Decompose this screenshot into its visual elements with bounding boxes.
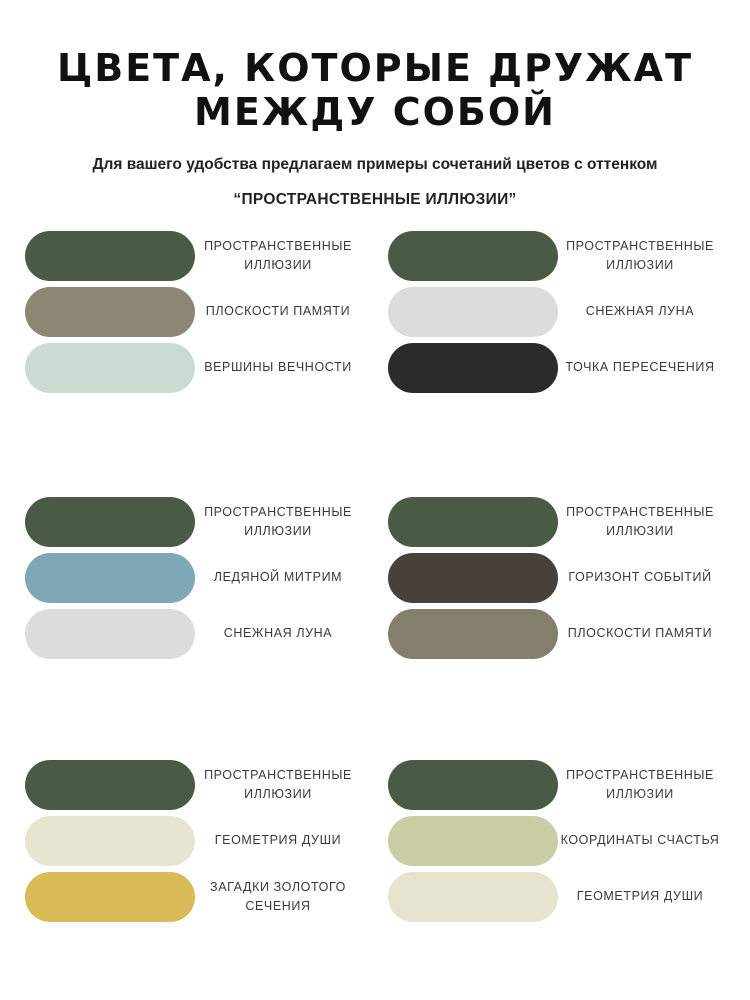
- color-name-line-2: СЕЧЕНИЯ: [245, 899, 311, 913]
- color-name-line-1: ПРОСТРАНСТВЕННЫЕ: [204, 239, 352, 253]
- color-name-label: [193, 624, 363, 643]
- color-name-label: [555, 237, 725, 275]
- color-name-label: [555, 503, 725, 541]
- color-name-line-1: ПРОСТРАНСТВЕННЫЕ: [566, 505, 714, 519]
- color-name-label: [555, 624, 725, 643]
- color-swatch: [25, 553, 195, 603]
- subtitle-line-1: Для вашего удобства предлагаем примеры сочетаний цветов с оттенком: [92, 156, 658, 173]
- color-swatch: [25, 609, 195, 659]
- color-name-label: [193, 503, 363, 541]
- color-name-label: [193, 568, 363, 587]
- color-name-line-1: ПЛОСКОСТИ ПАМЯТИ: [205, 304, 351, 318]
- color-swatch: [388, 609, 558, 659]
- color-name-line-1: ПРОСТРАНСТВЕННЫЕ: [566, 239, 714, 253]
- color-name-line-2: ИЛЛЮЗИИ: [244, 258, 312, 272]
- color-name-line-1: СНЕЖНАЯ ЛУНА: [585, 304, 695, 318]
- color-name-label: [193, 766, 363, 804]
- subtitle-line-2: “ПРОСТРАНСТВЕННЫЕ ИЛЛЮЗИИ”: [233, 191, 517, 208]
- color-name-label: [193, 302, 363, 321]
- color-swatch: [388, 760, 558, 810]
- color-name-line-2: ИЛЛЮЗИИ: [606, 258, 674, 272]
- color-name-line-1: ПЛОСКОСТИ ПАМЯТИ: [567, 626, 713, 640]
- color-swatch: [25, 287, 195, 337]
- color-name-line-1: ПРОСТРАНСТВЕННЫЕ: [566, 768, 714, 782]
- color-name-label: [555, 358, 725, 377]
- color-name-label: [193, 831, 363, 850]
- color-swatch: [25, 231, 195, 281]
- color-swatch: [388, 287, 558, 337]
- color-swatch: [388, 553, 558, 603]
- color-name-line-1: СНЕЖНАЯ ЛУНА: [223, 626, 333, 640]
- color-name-line-2: ИЛЛЮЗИИ: [606, 787, 674, 801]
- color-name-line-1: ВЕРШИНЫ ВЕЧНОСТИ: [204, 360, 352, 374]
- color-swatch: [25, 343, 195, 393]
- color-name-line-2: ИЛЛЮЗИИ: [244, 524, 312, 538]
- color-name-line-1: ГОРИЗОНТ СОБЫТИЙ: [568, 570, 712, 584]
- color-swatch: [388, 343, 558, 393]
- color-name-line-2: ИЛЛЮЗИИ: [606, 524, 674, 538]
- color-name-label: [555, 302, 725, 321]
- color-name-label: [555, 887, 725, 906]
- page-title-line-1: ЦВЕТА, КОТОРЫЕ ДРУЖАТ: [56, 46, 693, 90]
- color-name-line-1: ПРОСТРАНСТВЕННЫЕ: [204, 768, 352, 782]
- color-swatch: [388, 872, 558, 922]
- color-name-label: [555, 766, 725, 804]
- color-swatch: [25, 872, 195, 922]
- color-swatch: [388, 497, 558, 547]
- color-name-line-1: ГЕОМЕТРИЯ ДУШИ: [576, 889, 704, 903]
- color-name-line-1: ЛЕДЯНОЙ МИТРИМ: [213, 570, 343, 584]
- color-swatch: [25, 760, 195, 810]
- color-name-line-1: КООРДИНАТЫ СЧАСТЬЯ: [560, 833, 720, 847]
- color-name-line-2: ИЛЛЮЗИИ: [244, 787, 312, 801]
- color-name-label: [193, 237, 363, 275]
- color-swatch: [25, 497, 195, 547]
- color-name-label: [555, 831, 725, 850]
- color-swatch: [25, 816, 195, 866]
- color-name-line-1: ТОЧКА ПЕРЕСЕЧЕНИЯ: [565, 360, 715, 374]
- color-swatch: [388, 816, 558, 866]
- color-name-line-1: ПРОСТРАНСТВЕННЫЕ: [204, 505, 352, 519]
- color-swatch: [388, 231, 558, 281]
- color-name-line-1: ЗАГАДКИ ЗОЛОТОГО: [210, 880, 346, 894]
- color-name-line-1: ГЕОМЕТРИЯ ДУШИ: [214, 833, 342, 847]
- color-name-label: [193, 878, 363, 916]
- color-name-label: [555, 568, 725, 587]
- color-name-label: [193, 358, 363, 377]
- page-title-line-2: МЕЖДУ СОБОЙ: [194, 90, 556, 134]
